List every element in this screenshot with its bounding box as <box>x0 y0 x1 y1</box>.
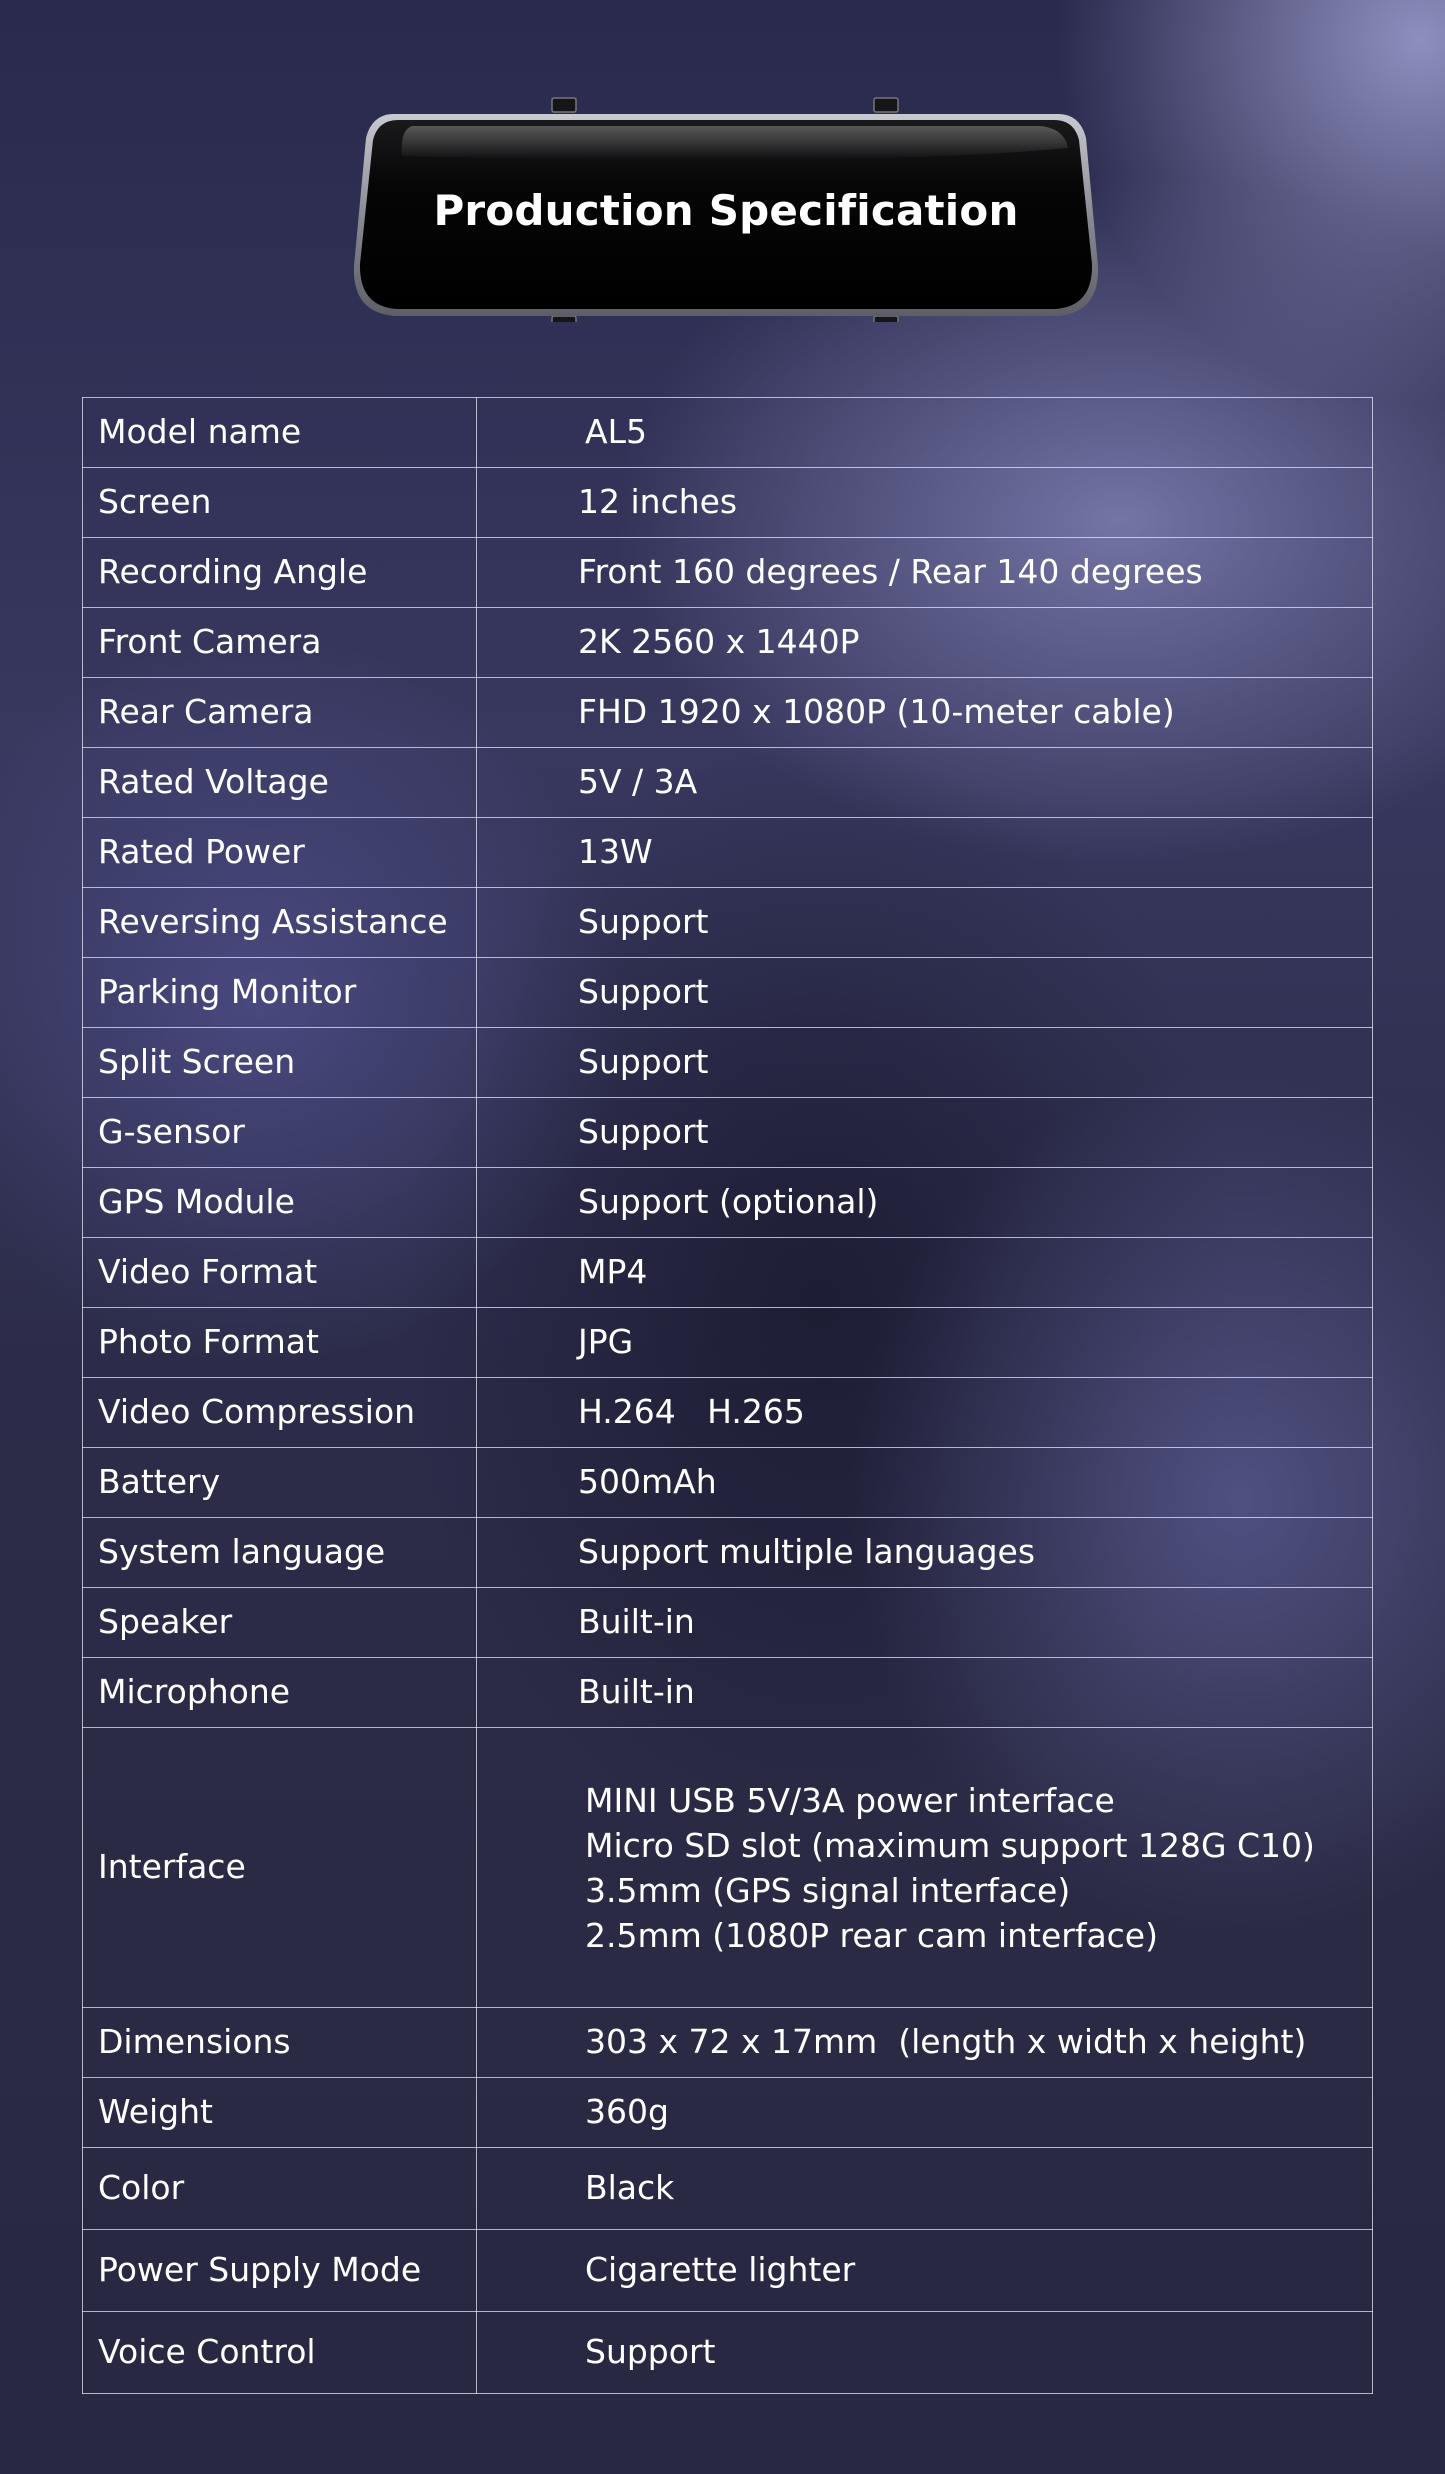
spec-value-line: 3.5mm (GPS signal interface) <box>585 1870 1071 1910</box>
spec-label: Front Camera <box>83 608 477 678</box>
spec-value: Support multiple languages <box>477 1518 1373 1588</box>
spec-label: Parking Monitor <box>83 958 477 1028</box>
spec-value: Black <box>477 2148 1373 2230</box>
table-row <box>83 888 1373 958</box>
spec-value: 12 inches <box>477 468 1373 538</box>
table-row <box>83 1098 1373 1168</box>
table-row <box>83 748 1373 818</box>
spec-label: Speaker <box>83 1588 477 1658</box>
spec-value: 5V / 3A <box>477 748 1373 818</box>
spec-value-line: MINI USB 5V/3A power interface <box>585 1780 1115 1820</box>
spec-label: Dimensions <box>83 2008 477 2078</box>
table-row <box>83 468 1373 538</box>
spec-value: Front 160 degrees / Rear 140 degrees <box>477 538 1373 608</box>
spec-value: JPG <box>477 1308 1373 1378</box>
header-mirror-banner <box>352 96 1100 322</box>
spec-value: FHD 1920 x 1080P (10-meter cable) <box>477 678 1373 748</box>
spec-value: 303 x 72 x 17mm (length x width x height) <box>477 2008 1373 2078</box>
table-row <box>83 2078 1373 2148</box>
spec-label: System language <box>83 1518 477 1588</box>
table-row <box>83 958 1373 1028</box>
spec-label: Photo Format <box>83 1308 477 1378</box>
table-row <box>83 1238 1373 1308</box>
spec-label: G-sensor <box>83 1098 477 1168</box>
spec-value-line: Micro SD slot (maximum support 128G C10) <box>585 1825 1315 1865</box>
spec-label: Rated Power <box>83 818 477 888</box>
spec-value: Support <box>477 1028 1373 1098</box>
spec-value: Support <box>477 888 1373 958</box>
spec-label: Recording Angle <box>83 538 477 608</box>
spec-value: 2K 2560 x 1440P <box>477 608 1373 678</box>
table-row <box>83 1728 1373 2008</box>
spec-label: Rated Voltage <box>83 748 477 818</box>
spec-label: Split Screen <box>83 1028 477 1098</box>
spec-value: 360g <box>477 2078 1373 2148</box>
spec-label: Screen <box>83 468 477 538</box>
page-title: Production Specification <box>433 186 1019 235</box>
table-row <box>83 538 1373 608</box>
spec-value: Built-in <box>477 1658 1373 1728</box>
spec-label: Color <box>83 2148 477 2230</box>
table-row <box>83 398 1373 468</box>
spec-value: 13W <box>477 818 1373 888</box>
table-row <box>83 1448 1373 1518</box>
table-row <box>83 2312 1373 2394</box>
spec-label: Battery <box>83 1448 477 1518</box>
table-row <box>83 1588 1373 1658</box>
table-row <box>83 1028 1373 1098</box>
spec-label: Model name <box>83 398 477 468</box>
spec-label: Rear Camera <box>83 678 477 748</box>
table-row <box>83 2148 1373 2230</box>
spec-label: Video Format <box>83 1238 477 1308</box>
spec-label: Reversing Assistance <box>83 888 477 958</box>
spec-label: GPS Module <box>83 1168 477 1238</box>
spec-label: Weight <box>83 2078 477 2148</box>
table-row <box>83 2008 1373 2078</box>
spec-value: Built-in <box>477 1588 1373 1658</box>
spec-label: Interface <box>83 1728 477 2008</box>
spec-value: 500mAh <box>477 1448 1373 1518</box>
table-row <box>83 2230 1373 2312</box>
table-row <box>83 1378 1373 1448</box>
spec-value: MP4 <box>477 1238 1373 1308</box>
table-row <box>83 608 1373 678</box>
spec-value: Support <box>477 958 1373 1028</box>
spec-value: AL5 <box>477 398 1373 468</box>
table-row <box>83 678 1373 748</box>
spec-value: Support <box>477 1098 1373 1168</box>
table-row <box>83 818 1373 888</box>
spec-value: Cigarette lighter <box>477 2230 1373 2312</box>
spec-value-line: 2.5mm (1080P rear cam interface) <box>585 1915 1158 1955</box>
spec-value: H.264 H.265 <box>477 1378 1373 1448</box>
spec-label: Power Supply Mode <box>83 2230 477 2312</box>
spec-label: Voice Control <box>83 2312 477 2394</box>
spec-label: Microphone <box>83 1658 477 1728</box>
table-row <box>83 1658 1373 1728</box>
spec-value: Support (optional) <box>477 1168 1373 1238</box>
table-row <box>83 1168 1373 1238</box>
spec-value: Support <box>477 2312 1373 2394</box>
table-row <box>83 1518 1373 1588</box>
spec-value-multiline <box>477 1728 1373 2008</box>
spec-table <box>82 397 1373 2394</box>
table-row <box>83 1308 1373 1378</box>
spec-label: Video Compression <box>83 1378 477 1448</box>
